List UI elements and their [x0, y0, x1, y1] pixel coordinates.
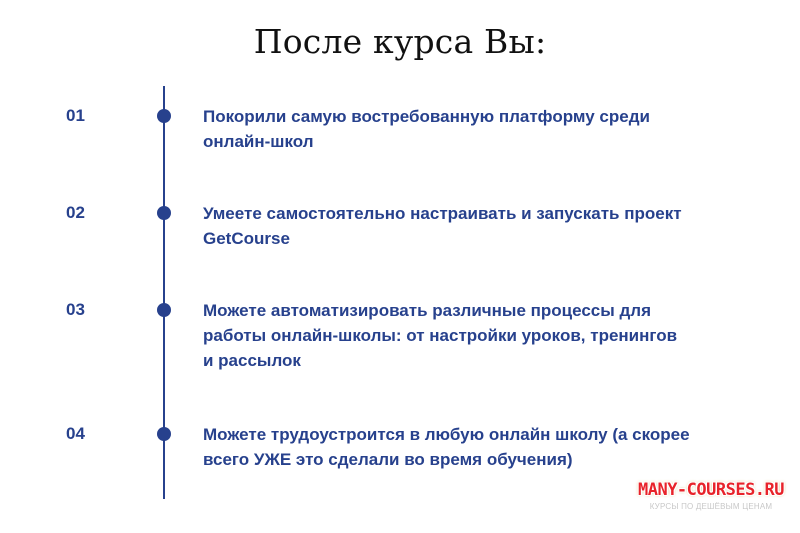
- step-text-line: онлайн-школ: [203, 132, 314, 151]
- watermark-tagline: КУРСЫ ПО ДЕШЁВЫМ ЦЕНАМ: [649, 502, 773, 511]
- step-text: [203, 104, 743, 154]
- step-text-line: и рассылок: [203, 351, 301, 370]
- step-number: 02: [66, 203, 85, 222]
- timeline-dot: [157, 303, 171, 317]
- timeline-dot: [157, 206, 171, 220]
- step-text-line: Умеете самостоятельно настраивать и запускать проект: [203, 204, 682, 223]
- step-number: 04: [66, 424, 85, 443]
- step-number: 03: [66, 300, 85, 319]
- step-text-line: GetCourse: [203, 229, 290, 248]
- step-text: [203, 422, 743, 472]
- watermark-logo: MANY-COURSES.RU: [637, 480, 785, 500]
- step-text-line: Покорили самую востребованную платформу среди: [203, 107, 650, 126]
- page-title: После курса Вы:: [253, 22, 547, 61]
- timeline-dot: [157, 427, 171, 441]
- timeline-dot: [157, 109, 171, 123]
- step-text-line: работы онлайн-школы: от настройки уроков, тренингов: [203, 326, 678, 345]
- step-text-line: Можете трудоустроится в любую онлайн школу (а скорее: [203, 425, 690, 444]
- step-text: [203, 298, 743, 373]
- step-text-line: всего УЖЕ это сделали во время обучения): [203, 450, 573, 469]
- step-number: 01: [66, 106, 85, 125]
- step-text: [203, 201, 743, 251]
- watermark: [626, 480, 796, 511]
- step-text-line: Можете автоматизировать различные процессы для: [203, 301, 651, 320]
